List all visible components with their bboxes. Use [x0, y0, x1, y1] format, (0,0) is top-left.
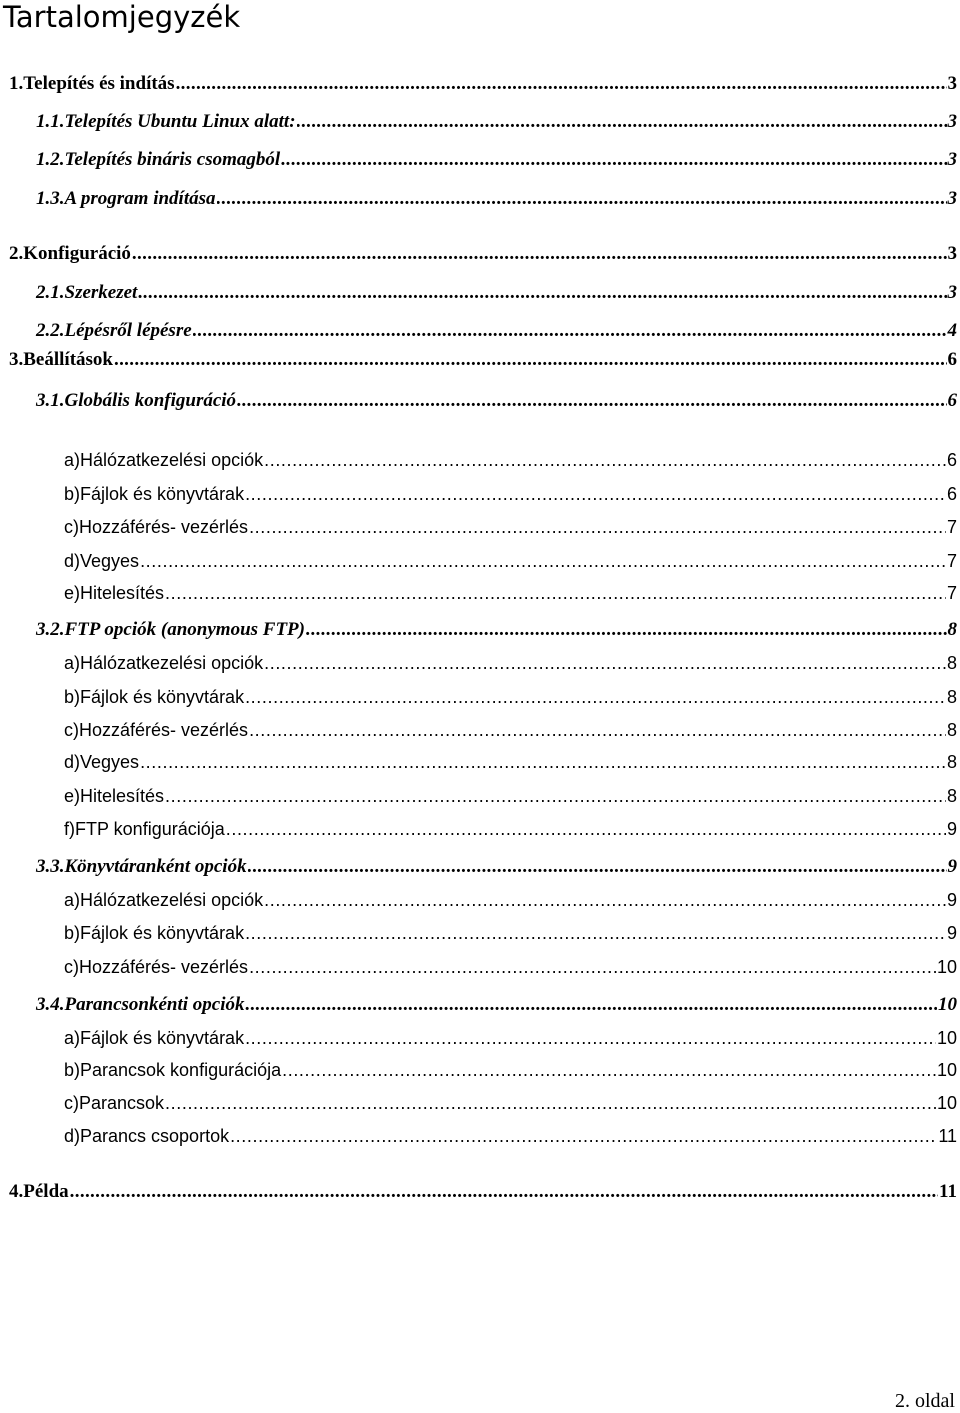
toc-entry-label: d)Parancs csoportok [64, 1126, 230, 1146]
toc-entry-label: c)Hozzáférés- vezérlés [64, 720, 249, 740]
toc-entry-page-number: 11 [938, 1126, 957, 1146]
toc-entry-page-number: 10 [938, 994, 957, 1015]
toc-entry[interactable] [64, 752, 957, 778]
toc-leader-dots [217, 188, 947, 210]
toc-entry-label: 1.Telepítés és indítás [9, 73, 175, 94]
toc-leader-dots [249, 720, 946, 741]
toc-leader-dots [176, 73, 947, 95]
toc-entry-label: b)Fájlok és könyvtárak [64, 687, 245, 707]
toc-entry-page-number: 3 [947, 243, 957, 264]
toc-entry-page-number: 10 [936, 1028, 957, 1048]
toc-entry[interactable] [36, 320, 957, 346]
toc-leader-dots [245, 687, 946, 708]
toc-entry-page-number: 3 [947, 188, 957, 209]
toc-leader-dots [165, 583, 946, 604]
toc-entry-page-number: 10 [936, 1093, 957, 1113]
toc-entry-label: a)Fájlok és könyvtárak [64, 1028, 245, 1048]
toc-entry[interactable] [36, 390, 957, 416]
toc-leader-dots [226, 819, 946, 840]
toc-entry[interactable] [9, 1181, 957, 1207]
toc-entry[interactable] [36, 619, 957, 645]
toc-leader-dots [248, 856, 947, 878]
toc-entry-page-number: 8 [947, 619, 957, 640]
toc-entry[interactable] [36, 149, 957, 175]
toc-entry-label: b)Parancsok konfigurációja [64, 1060, 282, 1080]
toc-leader-dots [249, 957, 936, 978]
toc-entry-page-number: 10 [936, 1060, 957, 1080]
toc-entry[interactable] [64, 786, 957, 812]
toc-entry-label: c)Parancsok [64, 1093, 165, 1113]
page-title: Tartalomjegyzék [3, 0, 241, 34]
toc-entry-page-number: 3 [947, 73, 957, 94]
toc-entry-label: d)Vegyes [64, 551, 140, 571]
toc-entry[interactable] [64, 517, 957, 543]
toc-entry-label: a)Hálózatkezelési opciók [64, 653, 264, 673]
toc-leader-dots [264, 653, 946, 674]
toc-entry[interactable] [64, 484, 957, 510]
toc-entry[interactable] [64, 450, 957, 476]
toc-leader-dots [140, 752, 946, 773]
toc-entry[interactable] [64, 653, 957, 679]
toc-leader-dots [306, 619, 947, 641]
toc-leader-dots [237, 390, 946, 412]
toc-entry-page-number: 8 [946, 720, 957, 740]
toc-leader-dots [165, 1093, 936, 1114]
toc-entry[interactable] [64, 583, 957, 609]
toc-leader-dots [264, 890, 946, 911]
toc-entry-label: 1.2.Telepítés bináris csomagból [36, 149, 281, 170]
toc-entry[interactable] [9, 243, 957, 269]
toc-entry-page-number: 7 [946, 551, 957, 571]
toc-entry-page-number: 3 [947, 111, 957, 132]
toc-entry-page-number: 10 [936, 957, 957, 977]
toc-leader-dots [140, 551, 946, 572]
toc-entry[interactable] [64, 957, 957, 983]
toc-entry-label: b)Fájlok és könyvtárak [64, 484, 245, 504]
toc-entry[interactable] [64, 1028, 957, 1054]
toc-entry[interactable] [9, 73, 957, 99]
toc-entry-page-number: 3 [947, 149, 957, 170]
toc-entry-label: b)Fájlok és könyvtárak [64, 923, 245, 943]
toc-leader-dots [132, 243, 947, 265]
toc-leader-dots [245, 994, 937, 1016]
toc-entry[interactable] [36, 111, 957, 137]
toc-entry[interactable] [64, 551, 957, 577]
toc-entry-label: 3.1.Globális konfiguráció [36, 390, 237, 411]
toc-entry-page-number: 8 [946, 653, 957, 673]
toc-entry-page-number: 3 [947, 282, 957, 303]
toc-leader-dots [245, 484, 946, 505]
toc-entry-label: 3.Beállítások [9, 349, 113, 370]
toc-entry-page-number: 9 [946, 819, 957, 839]
toc-entry[interactable] [36, 282, 957, 308]
toc-leader-dots [245, 923, 946, 944]
toc-entry-page-number: 9 [946, 923, 957, 943]
toc-entry-label: 1.3.A program indítása [36, 188, 216, 209]
toc-entry-page-number: 8 [946, 752, 957, 772]
toc-entry-page-number: 9 [946, 890, 957, 910]
toc-entry-label: 3.4.Parancsonkénti opciók [36, 994, 245, 1015]
toc-entry-page-number: 7 [946, 517, 957, 537]
toc-leader-dots [245, 1028, 936, 1049]
toc-leader-dots [249, 517, 946, 538]
toc-entry-page-number: 6 [947, 390, 957, 411]
toc-entry-label: a)Hálózatkezelési opciók [64, 450, 264, 470]
toc-entry[interactable] [64, 890, 957, 916]
toc-leader-dots [230, 1126, 937, 1147]
toc-entry[interactable] [64, 687, 957, 713]
toc-leader-dots [264, 450, 946, 471]
toc-entry[interactable] [64, 1126, 957, 1152]
toc-leader-dots [138, 282, 946, 304]
toc-entry-label: 2.1.Szerkezet [36, 282, 138, 303]
toc-entry-label: a)Hálózatkezelési opciók [64, 890, 264, 910]
toc-entry[interactable] [36, 856, 957, 882]
toc-entry-label: f)FTP konfigurációja [64, 819, 225, 839]
toc-entry[interactable] [64, 819, 957, 845]
toc-entry-label: e)Hitelesítés [64, 786, 165, 806]
toc-leader-dots [165, 786, 946, 807]
toc-entry-label: 4.Példa [9, 1181, 69, 1202]
toc-entry[interactable] [64, 720, 957, 746]
toc-leader-dots [282, 1060, 936, 1081]
toc-entry-page-number: 4 [947, 320, 957, 341]
toc-entry-page-number: 6 [946, 450, 957, 470]
toc-entry-label: 2.2.Lépésről lépésre [36, 320, 192, 341]
toc-entry-page-number: 11 [939, 1181, 957, 1202]
toc-entry[interactable] [36, 188, 957, 214]
toc-entry-page-number: 8 [946, 687, 957, 707]
toc-leader-dots [70, 1181, 938, 1203]
toc-entry-label: 3.3.Könyvtáranként opciók [36, 856, 247, 877]
toc-entry-label: 1.1.Telepítés Ubuntu Linux alatt: [36, 111, 296, 132]
toc-entry[interactable] [9, 349, 957, 375]
toc-entry-label: c)Hozzáférés- vezérlés [64, 517, 249, 537]
toc-leader-dots [193, 320, 947, 342]
page-number: 2. oldal [895, 1390, 955, 1412]
toc-entry-page-number: 8 [946, 786, 957, 806]
toc-entry[interactable] [64, 923, 957, 949]
toc-leader-dots [114, 349, 947, 371]
toc-entry-label: d)Vegyes [64, 752, 140, 772]
toc-entry-label: 2.Konfiguráció [9, 243, 131, 264]
toc-entry-label: 3.2.FTP opciók (anonymous FTP) [36, 619, 305, 640]
toc-entry-page-number: 6 [946, 484, 957, 504]
toc-entry[interactable] [64, 1060, 957, 1086]
toc-entry[interactable] [36, 994, 957, 1020]
toc-entry-label: c)Hozzáférés- vezérlés [64, 957, 249, 977]
toc-entry-page-number: 7 [946, 583, 957, 603]
toc-entry-page-number: 6 [947, 349, 957, 370]
toc-entry[interactable] [64, 1093, 957, 1119]
toc-entry-label: e)Hitelesítés [64, 583, 165, 603]
toc-entry-page-number: 9 [947, 856, 957, 877]
toc-leader-dots [297, 111, 947, 133]
toc-leader-dots [281, 149, 946, 171]
